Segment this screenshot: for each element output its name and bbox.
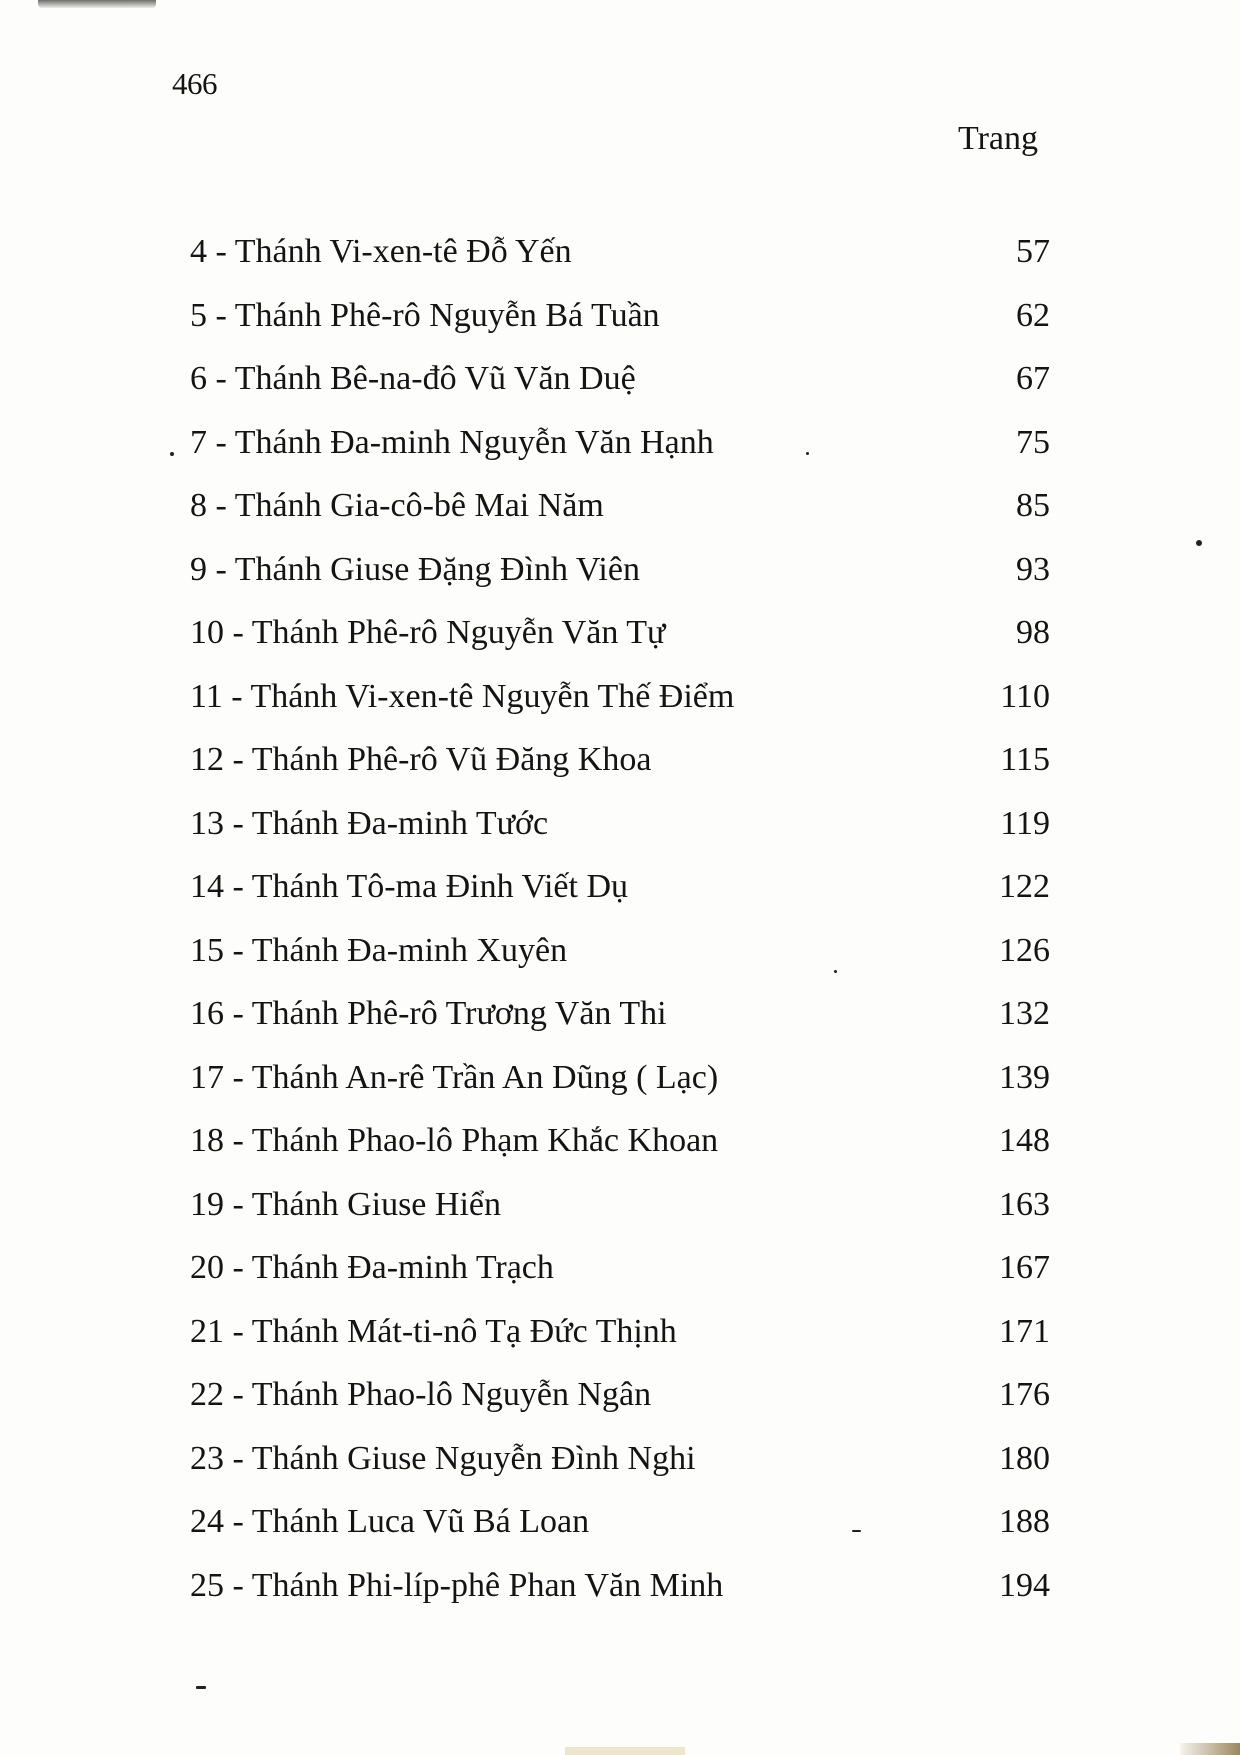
toc-entry-page: 132 <box>999 995 1050 1032</box>
toc-entry <box>190 423 1050 487</box>
toc-entry <box>190 296 1050 360</box>
toc-entry-page: 122 <box>999 868 1050 905</box>
toc-entry-title: 7 - Thánh Đa-minh Nguyễn Văn Hạnh <box>190 423 714 461</box>
toc-entry-page: 194 <box>999 1566 1050 1604</box>
toc-entry-page: 176 <box>999 1376 1050 1413</box>
scan-speck <box>170 452 174 456</box>
toc-entry <box>190 613 1050 677</box>
toc-entry <box>190 677 1050 741</box>
scan-speck <box>1196 540 1202 546</box>
toc-entry-title: 20 - Thánh Đa-minh Trạch <box>190 1249 554 1286</box>
toc-entry-page: 93 <box>1016 550 1050 588</box>
toc-entry-title: 19 - Thánh Giuse Hiển <box>190 1185 501 1223</box>
toc-entry-title: 22 - Thánh Phao-lô Nguyễn Ngân <box>190 1376 652 1413</box>
toc-entry <box>190 1058 1050 1122</box>
toc-entry-page: 110 <box>1000 677 1050 715</box>
toc-entry-title: 4 - Thánh Vi-xen-tê Đỗ Yến <box>190 233 572 270</box>
scan-edge-mark <box>38 0 156 8</box>
toc-entry <box>190 994 1050 1058</box>
toc-entry-page: 163 <box>999 1185 1050 1223</box>
toc-entry-page: 180 <box>999 1439 1050 1477</box>
toc-entry-title: 12 - Thánh Phê-rô Vũ Đăng Khoa <box>190 741 652 778</box>
toc-entry-page: 85 <box>1016 487 1050 524</box>
toc-entry-page: 57 <box>1016 233 1050 270</box>
toc-entry-title: 13 - Thánh Đa-minh Tước <box>190 804 549 842</box>
toc-entry-title: 9 - Thánh Giuse Đặng Đình Viên <box>190 550 640 588</box>
toc-entry-page: 126 <box>999 931 1050 969</box>
toc-entry-title: 11 - Thánh Vi-xen-tê Nguyễn Thế Điểm <box>190 677 735 715</box>
toc-entry-page: 188 <box>999 1503 1050 1540</box>
toc-entry <box>190 1121 1050 1185</box>
toc-entry <box>190 359 1050 423</box>
toc-entry-title: 17 - Thánh An-rê Trần An Dũng ( Lạc) <box>190 1058 719 1096</box>
scan-edge-mark <box>565 1747 685 1755</box>
toc-entry-title: 21 - Thánh Mát-ti-nô Tạ Đức Thịnh <box>190 1312 677 1350</box>
toc-entry <box>190 1312 1050 1376</box>
toc-entry-page: 62 <box>1016 296 1050 334</box>
scan-edge-mark <box>1180 1743 1240 1755</box>
toc-entry <box>190 1185 1050 1249</box>
toc-entry <box>190 867 1050 931</box>
toc-entry-page: 98 <box>1016 614 1050 651</box>
page-column-header: Trang <box>958 120 1038 157</box>
toc-entry <box>190 486 1050 550</box>
toc-entry-title: 25 - Thánh Phi-líp-phê Phan Văn Minh <box>190 1566 724 1604</box>
toc-entry <box>190 804 1050 868</box>
toc-entry-title: 16 - Thánh Phê-rô Trương Văn Thi <box>190 995 667 1032</box>
toc-entry <box>190 1566 1050 1630</box>
toc-entry-page: 148 <box>999 1122 1050 1159</box>
toc-entry-title: 14 - Thánh Tô-ma Đinh Viết Dụ <box>190 868 629 905</box>
toc-entry-page: 119 <box>1000 804 1050 842</box>
toc-entry <box>190 740 1050 804</box>
page-number: 466 <box>172 66 217 101</box>
toc-entry <box>190 550 1050 614</box>
toc-entry <box>190 1248 1050 1312</box>
toc-entry <box>190 931 1050 995</box>
toc-entry-title: 24 - Thánh Luca Vũ Bá Loan <box>190 1503 590 1540</box>
toc-entry-page: 115 <box>1000 741 1050 778</box>
toc-entry-page: 171 <box>999 1312 1050 1350</box>
toc-entry <box>190 1439 1050 1503</box>
toc-entry-title: 8 - Thánh Gia-cô-bê Mai Năm <box>190 487 604 524</box>
toc-entry-page: 167 <box>999 1249 1050 1286</box>
toc-entry-page: 139 <box>999 1058 1050 1096</box>
table-of-contents <box>190 232 1050 1629</box>
toc-entry-title: 23 - Thánh Giuse Nguyễn Đình Nghi <box>190 1439 696 1477</box>
toc-entry <box>190 1375 1050 1439</box>
toc-entry-page: 75 <box>1016 423 1050 461</box>
toc-entry-title: 18 - Thánh Phao-lô Phạm Khắc Khoan <box>190 1122 719 1159</box>
toc-entry-title: 10 - Thánh Phê-rô Nguyễn Văn Tự <box>190 614 666 651</box>
toc-entry-page: 67 <box>1016 360 1050 397</box>
toc-entry-title: 15 - Thánh Đa-minh Xuyên <box>190 931 568 969</box>
toc-entry <box>190 1502 1050 1566</box>
toc-entry <box>190 232 1050 296</box>
toc-entry-title: 5 - Thánh Phê-rô Nguyễn Bá Tuần <box>190 296 660 334</box>
scan-speck <box>196 1686 206 1689</box>
toc-entry-title: 6 - Thánh Bê-na-đô Vũ Văn Duệ <box>190 360 636 397</box>
